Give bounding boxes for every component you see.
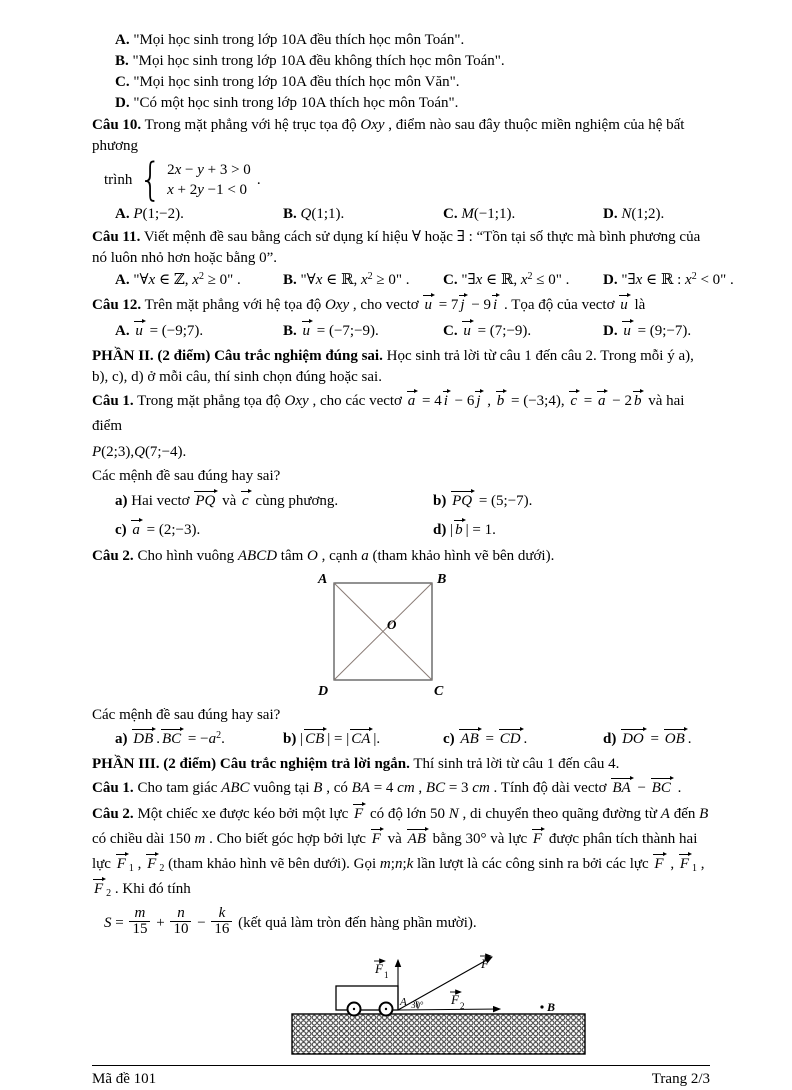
question-text: Một chiếc xe được kéo bởi một lực F có độ lớn 50 N , di chuyển theo quãng đường từ A đến B có chiều dài 150 m . Cho biết góc hợp bởi lực F và AB bằng 30° và lực F được phân tích thành hai lực F $_1$ , F $_2$ (tham khảo hình vẽ bên dưới). Gọi m;n;k lần lượt là các công sinh ra bởi các lực F , F $_1$ , F $_2$ . Khi đó tính <box>92 806 709 899</box>
item-text: AB = CD . <box>460 731 528 747</box>
p2q2-item-b <box>283 727 443 752</box>
part2-title: PHẦN II. (2 điểm) Câu trắc nghiệm đúng sai. <box>92 348 383 364</box>
option-text: u = (7;−9). <box>463 323 532 339</box>
option-text: "Mọi học sinh trong lớp 10A đều thích học môn Văn". <box>133 74 460 90</box>
question-text: Trên mặt phẳng với hệ tọa độ Oxy , cho vectơ u = 7 j − 9 i . Tọa độ của vectơ u là <box>144 297 646 313</box>
vertex-b-label: B <box>437 572 447 587</box>
part2-subtitle: Học sinh trả lời từ câu 1 đến câu 2. Trong mỗi ý a), b), c), d) ở mỗi câu, thí sinh chọn đúng hoặc sai. <box>92 348 694 385</box>
item-label: a) <box>115 493 128 509</box>
q10-option-d <box>603 204 710 225</box>
option-text: Q(1;1). <box>300 206 345 222</box>
point-b-label: B <box>547 1000 556 1014</box>
option-label: B. <box>115 53 129 69</box>
option-text: "∀x ∈ ℝ, $x^2 \ge 0$" . <box>300 271 410 288</box>
question-label: Câu 2. <box>92 548 134 564</box>
p3q1-stem <box>92 776 710 801</box>
option-text: P(1;−2). <box>133 206 184 222</box>
p2q2-items <box>115 727 710 752</box>
cart-figure <box>290 950 710 1065</box>
exam-code: Mã đề 101 <box>92 1071 157 1087</box>
option-label: A. <box>115 206 130 222</box>
option-label: D. <box>115 95 130 111</box>
p2q2-item-c <box>443 727 603 752</box>
option-text: "Mọi học sinh trong lớp 10A đều không thích học môn Toán". <box>132 53 505 69</box>
option-label: A. <box>115 323 130 339</box>
item-text: | CB | = | CA |. <box>300 731 381 747</box>
angle-label: 30° <box>411 1000 424 1010</box>
wheel-hub-right <box>385 1008 387 1010</box>
item-label: b) <box>433 493 447 509</box>
question-label: Câu 1. <box>92 780 134 796</box>
force-diagram-svg <box>290 950 590 1058</box>
option-label: C. <box>115 74 130 90</box>
p2q1-items-row1 <box>115 489 710 514</box>
q11-options <box>115 270 734 291</box>
p2q1-items-row2 <box>115 518 710 543</box>
system-lines <box>167 160 251 200</box>
option-label: C. <box>443 272 458 288</box>
q10-inequality-system <box>104 153 710 206</box>
question-text: Trong mặt phẳng với hệ trục tọa độ Oxy , điểm nào sau đây thuộc miền nghiệm của hệ bất phương <box>92 117 685 154</box>
question-label: Câu 12. <box>92 297 142 313</box>
q10-stem <box>92 115 710 157</box>
option-text: M(−1;1). <box>461 206 516 222</box>
question-text: Trong mặt phẳng tọa độ Oxy , cho các vectơ a = 4 i − 6 j , b = (−3;4), c = a − 2 b và hai điểm <box>92 393 685 434</box>
points-text: P(2;3),Q(7;−4). <box>92 444 187 460</box>
square-figure <box>312 571 710 704</box>
part2-heading <box>92 346 710 388</box>
svg-text:F: F <box>375 961 383 976</box>
square-abcd-svg <box>312 571 452 697</box>
ground-hatch <box>292 1014 585 1054</box>
p2q1-question: Các mệnh đề sau đúng hay sai? <box>92 468 281 484</box>
option-text: "Có một học sinh trong lớp 10A thích học môn Toán". <box>133 95 459 111</box>
wheel-hub-left <box>353 1008 355 1010</box>
force-f1-label <box>374 961 389 980</box>
part3-subtitle: Thí sinh trả lời từ câu 1 đến câu 4. <box>409 756 620 772</box>
part3-heading <box>92 754 710 775</box>
p2q1-points <box>92 440 710 465</box>
option-label: B. <box>283 206 297 222</box>
svg-text:2: 2 <box>460 1001 465 1011</box>
item-label: a) <box>115 731 128 747</box>
q10-option-a <box>115 204 283 225</box>
svg-text:F: F <box>481 956 489 971</box>
svg-text:F: F <box>451 992 459 1007</box>
p3q2-formula <box>104 904 710 942</box>
option-label: B. <box>283 272 297 288</box>
option-text: "∀x ∈ ℤ, $x^2 \ge 0$" . <box>133 271 241 288</box>
option-label: A. <box>115 32 130 48</box>
vertex-a-label: A <box>318 572 328 587</box>
option-text: "Mọi học sinh trong lớp 10A đều thích học môn Toán". <box>133 32 465 48</box>
option-label: C. <box>443 206 458 222</box>
q12-option-c <box>443 319 603 344</box>
option-label: A. <box>115 272 130 288</box>
system-brace: { <box>139 153 163 206</box>
point-a-label: A <box>400 996 407 1008</box>
q12-stem <box>92 293 710 318</box>
option-text: u = (−9;7). <box>135 323 204 339</box>
p2q2-item-d <box>603 727 710 752</box>
q11-option-d <box>603 270 734 291</box>
question-label: Câu 10. <box>92 117 142 133</box>
part3-title: PHẦN III. (2 điểm) Câu trắc nghiệm trả lời ngắn. <box>92 756 410 772</box>
question-text: Cho hình vuông ABCD tâm O , cạnh a (tham khảo hình vẽ bên dưới). <box>137 548 555 564</box>
item-text: DB . BC = $-a^2$. <box>133 730 225 747</box>
q9-option-b <box>115 51 710 72</box>
q12-option-a <box>115 319 283 344</box>
question-text: Cho tam giác ABC vuông tại B , có BA = 4 cm , BC = 3 cm . Tính độ dài vectơ BA − BC . <box>137 780 682 796</box>
formula-text: S = $\frac{m}{15}$ + $\frac{n}{10}$ − $\frac{k}{16}$ (kết quả làm tròn đến hàng phần mười). <box>104 905 477 938</box>
system-prefix: trình <box>104 171 133 188</box>
page-number: Trang 2/3 <box>651 1071 710 1087</box>
item-text: a = (2;−3). <box>132 522 201 538</box>
q10-option-c <box>443 204 603 225</box>
item-text: Hai vectơ PQ và c cùng phương. <box>131 493 339 509</box>
option-label: C. <box>443 323 458 339</box>
q11-option-c <box>443 270 603 291</box>
question-label: Câu 11. <box>92 229 141 245</box>
item-label: d) <box>603 731 617 747</box>
item-text: | b | = 1. <box>450 522 496 538</box>
q12-option-d <box>603 319 710 344</box>
item-label: c) <box>115 522 127 538</box>
option-text: "∃x ∈ ℝ, $x^2 \le 0$" . <box>461 271 570 288</box>
p2q1-item-b <box>433 489 710 514</box>
system-line-1: 2x − y + 3 > 0 <box>167 162 251 178</box>
p2q1-stem <box>92 389 710 439</box>
q9-option-a <box>115 30 710 51</box>
option-label: D. <box>603 272 618 288</box>
p3q2-stem <box>92 802 710 902</box>
item-label: c) <box>443 731 455 747</box>
p2q1-item-d <box>433 518 710 543</box>
vertex-d-label: D <box>318 684 329 699</box>
option-label: D. <box>603 206 618 222</box>
p2q1-item-a <box>115 489 433 514</box>
question-label: Câu 1. <box>92 393 134 409</box>
option-label: D. <box>603 323 618 339</box>
q11-option-b <box>283 270 443 291</box>
option-text: N(1;2). <box>621 206 665 222</box>
p2q1-item-c <box>115 518 433 543</box>
q9-option-c <box>115 72 710 93</box>
question-label: Câu 2. <box>92 806 134 822</box>
system-line-2: x + 2y −1 < 0 <box>167 182 248 198</box>
option-text: "∃x ∈ ℝ : $x^2 < 0$" . <box>621 271 734 288</box>
q12-options <box>115 319 710 344</box>
option-text: u = (9;−7). <box>623 323 692 339</box>
page-footer <box>92 1065 710 1090</box>
vertex-c-label: C <box>434 684 444 699</box>
item-label: b) <box>283 731 297 747</box>
p2q2-question: Các mệnh đề sau đúng hay sai? <box>92 707 281 723</box>
point-b-dot <box>540 1005 543 1008</box>
system-suffix: . <box>256 171 261 188</box>
item-text: DO = OB . <box>622 731 692 747</box>
item-label: d) <box>433 522 447 538</box>
item-text: PQ = (5;−7). <box>452 493 533 509</box>
p2q2-stem <box>92 546 710 567</box>
option-label: B. <box>283 323 297 339</box>
option-text: u = (−7;−9). <box>302 323 379 339</box>
q12-option-b <box>283 319 443 344</box>
force-f2-label <box>450 992 465 1011</box>
svg-text:1: 1 <box>384 970 389 980</box>
center-o-label: O <box>387 617 397 632</box>
q11-option-a <box>115 270 283 291</box>
q10-option-b <box>283 204 443 225</box>
question-text: Viết mệnh đề sau bằng cách sử dụng kí hiệu ∀ hoặc ∃ : “Tồn tại số thực mà bình phương của nó luôn nhỏ hơn hoặc bằng 0”. <box>92 229 701 266</box>
p2q2-item-a <box>115 727 283 752</box>
q9-option-d <box>115 93 710 114</box>
q11-stem <box>92 227 710 269</box>
q10-options <box>115 204 710 225</box>
